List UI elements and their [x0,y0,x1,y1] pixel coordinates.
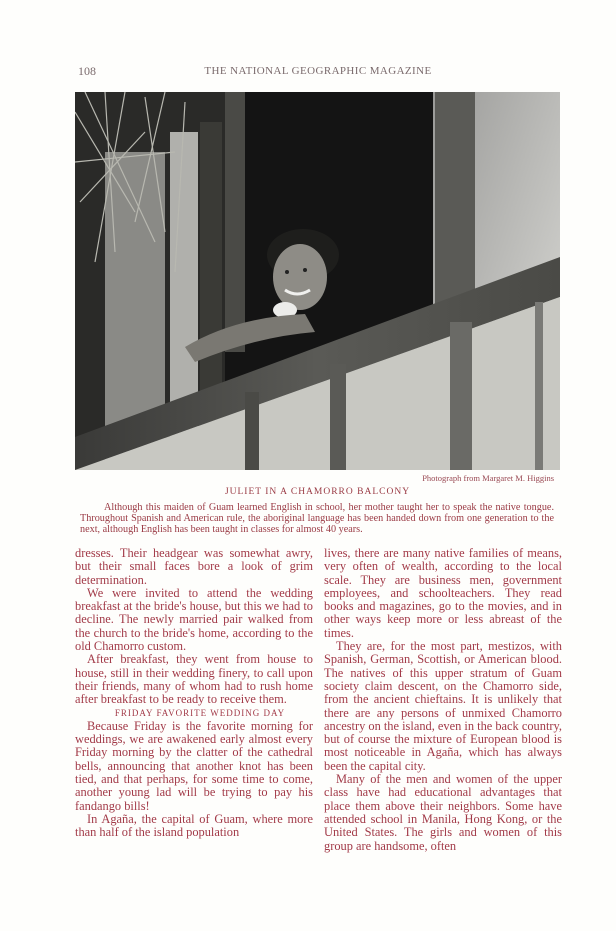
caption-body: Although this maiden of Guam learned English in school, her mother taught her to speak the native tongue. Throughout Spanish and American rule, the aboriginal language has been handed down from one generation to the next, although English has been taught in classes for almost 40 years. [80,502,554,536]
page-number: 108 [78,64,96,78]
section-subheading: FRIDAY FAVORITE WEDDING DAY [114,707,286,718]
paragraph: Many of the men and women of the upper class have had educational advantages that place them above their neighbors. Some have attended school in Manila, Hong Kong, or the United States. The girls and women of this group are handsome, often [324,772,562,853]
left-column [75,547,313,840]
photo-illustration [75,92,560,470]
right-column [324,547,562,853]
paragraph: In Agaña, the capital of Guam, where more than half of the island population [75,811,313,840]
paragraph: After breakfast, they went from house to house, still in their wedding finery, to call upon their friends, many of whom had to rush home after breakfast to be ready to receive them. [75,652,313,707]
paragraph: dresses. Their headgear was somewhat awry, but their small faces bore a look of grim determination. [75,546,313,587]
paragraph: We were invited to attend the wedding breakfast at the bride's house, but this we had to decline. The newly married pair walked from the church to the bride's home, according to the old Chamorro custom. [75,585,313,654]
photo-credit: Photograph from Margaret M. Higgins [422,473,554,483]
page-header [78,64,558,80]
paragraph: lives, there are many native families of means, very often of wealth, according to the local scale. They are business men, government employees, and schoolteachers. They read books and magazines, go to the movies, and in other ways keep more or less abreast of the times. [324,546,562,640]
caption-title: JULIET IN A CHAMORRO BALCONY [224,487,411,497]
paragraph: Because Friday is the favorite morning for weddings, we are awakened early almost every Friday morning by the clatter of the cathedral bells, announcing that another knot has been tied, and that perhaps, for some time to come, another young lad will be trying to pay his fandango bills! [75,718,313,813]
running-title: THE NATIONAL GEOGRAPHIC MAGAZINE [204,65,432,77]
paragraph: They are, for the most part, mestizos, with Spanish, German, Scottish, or American blood. The natives of this upper stratum of Guam society claim descent, on the Chamorro side, from the ancient chieftains. It is unlikely that there are any persons of unmixed Chamorro ancestry on the island, even in the back country, but of course the mixture of European blood is most noticeable in Agaña, which has always been the capital city. [324,639,562,773]
photograph [75,92,560,470]
